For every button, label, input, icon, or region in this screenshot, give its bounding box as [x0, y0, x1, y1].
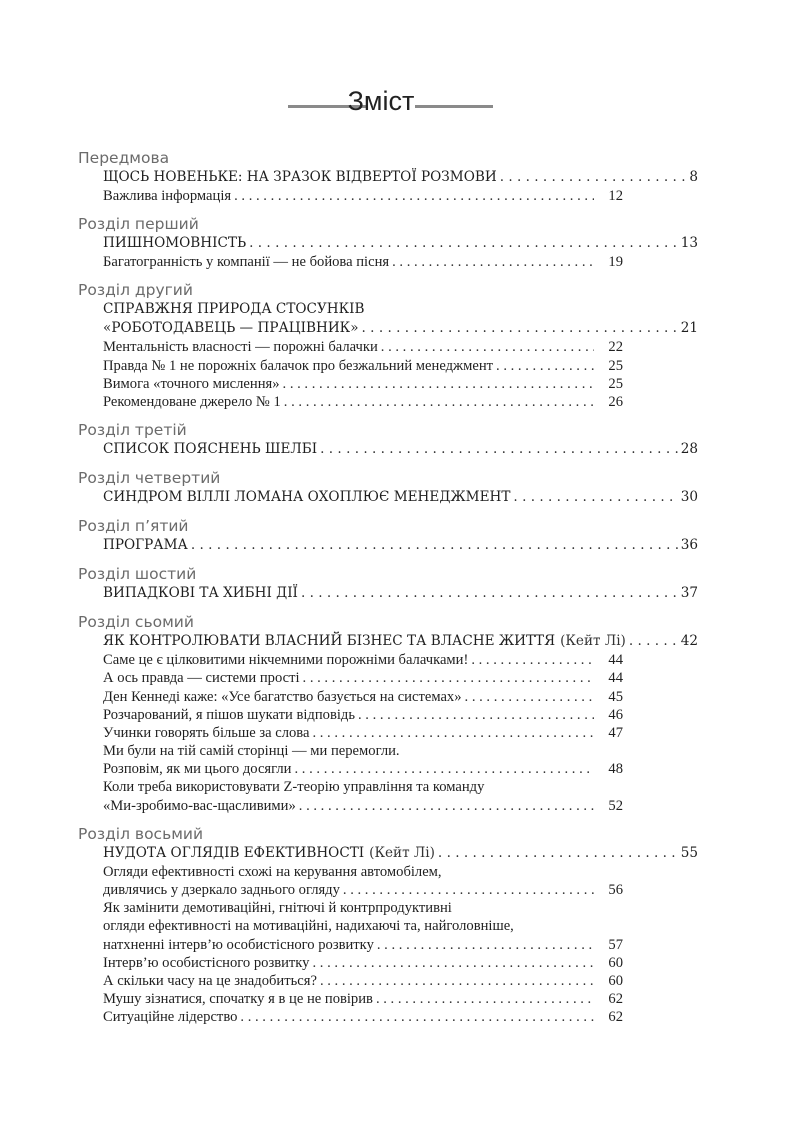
toc-section: [78, 612, 698, 815]
section-entries: [103, 632, 698, 815]
toc-section: [78, 420, 698, 459]
subsection-entry[interactable]: [103, 706, 623, 724]
page-number: 62: [608, 1009, 623, 1026]
subsection-entry[interactable]: [103, 187, 623, 205]
dot-leader: [191, 536, 678, 555]
page-number: 56: [608, 882, 623, 898]
entry-title: Інтерв’ю особистісного розвитку: [103, 954, 310, 971]
entry-title: ВИПАДКОВІ ТА ХИБНІ ДІЇ: [103, 585, 298, 602]
section-entries: [103, 300, 698, 411]
entry-title: Ситуаційне лідерство: [103, 1009, 238, 1026]
entry-title: Коли треба використовувати Z-теорію управління та команду: [103, 779, 485, 796]
toc-section: [78, 468, 698, 507]
entry-title: Огляди ефективності схожі на керування автомобілем,: [103, 863, 442, 880]
page-number: 60: [608, 972, 623, 989]
entry-title: ЩОСЬ НОВЕНЬКЕ: НА ЗРАЗОК ВІДВЕРТОЇ РОЗМОВИ: [103, 169, 497, 185]
section-label: Передмова: [78, 149, 170, 167]
dot-leader: [465, 688, 594, 706]
entry-title: А скільки часу на це знадобиться?: [103, 972, 317, 989]
entry-title: натхненні інтерв’ю особистісного розвитку: [103, 936, 374, 953]
subsection-entry[interactable]: [103, 338, 623, 356]
page-number: 44: [608, 670, 623, 687]
entry-title: Важлива інформація: [103, 188, 232, 204]
entry-title: Вимога «точного мислення»: [103, 375, 280, 392]
section-entries: [103, 440, 698, 459]
entry-title: Правда № 1 не порожніх балачок про безжальний менеджмент: [103, 357, 494, 374]
entry-title: Учинки говорять більше за слова: [103, 724, 310, 741]
dot-leader: [392, 253, 594, 271]
entry-title: огляди ефективності на мотиваційні, надихаючі та, найголовніше,: [103, 918, 514, 935]
chapter-entry[interactable]: [103, 536, 698, 555]
page-number: 42: [680, 633, 698, 650]
entry-title: ПИШНОМОВНІСТЬ: [103, 235, 247, 252]
dot-leader: [496, 357, 594, 375]
page-number: 62: [608, 991, 623, 1008]
title-rule-right: [415, 105, 493, 108]
entry-title: Багатогранність у компанії — не бойова пісня: [103, 254, 390, 271]
page-number: 47: [608, 724, 623, 741]
entry-title: Мушу зізнатися, спочатку я в це не повірив: [103, 991, 373, 1008]
toc-section: [78, 564, 698, 603]
toc-section: [78, 824, 698, 1027]
dot-leader: [362, 319, 678, 338]
page-number: 57: [608, 936, 623, 953]
subsection-entry[interactable]: [103, 990, 623, 1008]
page-number: 26: [608, 393, 623, 410]
dot-leader: [343, 881, 594, 899]
dot-leader: [438, 844, 678, 863]
page-number: 25: [608, 357, 623, 374]
subsection-entry[interactable]: [103, 881, 623, 899]
section-label: Розділ перший: [78, 215, 199, 234]
page-number: 36: [680, 537, 698, 554]
toc-section: [78, 280, 698, 411]
dot-leader: [320, 440, 678, 459]
section-label: Розділ сьомий: [78, 613, 194, 632]
toc-section: [78, 516, 698, 555]
entry-title: дивлячись у дзеркало заднього огляду: [103, 882, 340, 898]
dot-leader: [377, 936, 594, 954]
dot-leader: [376, 990, 594, 1008]
dot-leader: [500, 168, 687, 187]
chapter-entry[interactable]: [103, 168, 698, 187]
subsection-entry[interactable]: [103, 797, 623, 815]
dot-leader: [358, 706, 594, 724]
page-number: 30: [680, 489, 698, 506]
page-number: 37: [680, 585, 698, 602]
dot-leader: [312, 724, 594, 742]
entry-title: НУДОТА ОГЛЯДІВ ЕФЕКТИВНОСТІ: [103, 844, 365, 861]
entry-title: СПИСОК ПОЯСНЕНЬ ШЕЛБІ: [103, 441, 318, 458]
page-number: 21: [680, 320, 698, 337]
subsection-entry[interactable]: [103, 253, 623, 271]
page-number: 55: [680, 844, 698, 861]
chapter-entry[interactable]: [103, 440, 698, 459]
entry-title: Ми були на тій самій сторінці — ми перемогли.: [103, 743, 400, 760]
chapter-entry[interactable]: [103, 300, 698, 319]
section-entries: [103, 536, 698, 555]
dot-leader: [284, 393, 594, 411]
chapter-entry[interactable]: [103, 488, 698, 507]
subsection-entry[interactable]: [103, 899, 623, 917]
chapter-entry[interactable]: [103, 234, 698, 253]
section-label: Розділ п’ятий: [78, 517, 189, 536]
subsection-entry[interactable]: [103, 917, 623, 935]
page-number: 12: [608, 188, 623, 204]
entry-title: А ось правда — системи прості: [103, 670, 300, 687]
page-number: 45: [608, 688, 623, 705]
page-number: 22: [608, 339, 623, 356]
section-entries: [103, 168, 698, 205]
entry-title: «РОБОТОДАВЕЦЬ — ПРАЦІВНИК»: [103, 320, 359, 337]
entry-title: Саме це є цілковитими нікчемними порожніми балачками!: [103, 652, 469, 669]
page-number: 48: [608, 761, 623, 778]
dot-leader: [320, 972, 594, 990]
section-label: Розділ четвертий: [78, 469, 221, 488]
page-number: 60: [608, 954, 623, 971]
dot-leader: [234, 187, 594, 205]
subsection-entry[interactable]: [103, 936, 623, 954]
section-entries: [103, 234, 698, 271]
page-number: 52: [608, 797, 623, 814]
page-number: 19: [608, 254, 623, 271]
page-number: 44: [608, 652, 623, 669]
subsection-entry[interactable]: [103, 724, 623, 742]
subsection-entry[interactable]: [103, 760, 623, 778]
dot-leader: [301, 584, 678, 603]
section-label: Розділ третій: [78, 421, 187, 440]
subsection-entry[interactable]: [103, 393, 623, 411]
entry-title: Рекомендоване джерело № 1: [103, 393, 281, 410]
entry-title: ПРОГРАМА: [103, 537, 188, 554]
section-label: Розділ шостий: [78, 565, 197, 584]
entry-author: (Кейт Лі): [560, 633, 626, 650]
page-number: 46: [608, 706, 623, 723]
subsection-entry[interactable]: [103, 651, 623, 669]
entry-title: Ден Кеннеді каже: «Усе багатство базується на системах»: [103, 688, 462, 705]
title-row: [0, 80, 800, 130]
subsection-entry[interactable]: [103, 742, 623, 760]
dot-leader: [240, 1008, 594, 1026]
subsection-entry[interactable]: [103, 1008, 623, 1026]
subsection-entry[interactable]: [103, 863, 623, 881]
subsection-entry[interactable]: [103, 954, 623, 972]
section-entries: [103, 584, 698, 603]
section-entries: [103, 488, 698, 507]
section-label: Розділ восьмий: [78, 824, 204, 843]
chapter-entry[interactable]: [103, 584, 698, 603]
dot-leader: [249, 234, 678, 253]
table-of-contents: [78, 148, 698, 1036]
subsection-entry[interactable]: [103, 778, 623, 796]
subsection-entry[interactable]: [103, 688, 623, 706]
page-title: Зміст: [347, 86, 415, 116]
page-number: 13: [680, 235, 698, 252]
entry-title: «Ми-зробимо-вас-щасливими»: [103, 797, 296, 814]
page-number: 8: [689, 169, 698, 185]
toc-section: [78, 148, 698, 205]
chapter-entry[interactable]: [103, 319, 698, 338]
dot-leader: [283, 375, 594, 393]
chapter-entry[interactable]: [103, 632, 698, 651]
section-label: Розділ другий: [78, 281, 193, 300]
subsection-entry[interactable]: [103, 375, 623, 393]
subsection-entry[interactable]: [103, 972, 623, 990]
dot-leader: [471, 651, 594, 669]
dot-leader: [381, 338, 594, 356]
toc-section: [78, 214, 698, 271]
dot-leader: [295, 760, 595, 778]
entry-title: СИНДРОМ ВІЛЛІ ЛОМАНА ОХОПЛЮЄ МЕНЕДЖМЕНТ: [103, 489, 511, 506]
page-number: 28: [680, 441, 698, 458]
entry-title: Розповім, як ми цього досягли: [103, 761, 292, 778]
dot-leader: [513, 488, 677, 507]
subsection-entry[interactable]: [103, 669, 623, 687]
entry-title: Розчарований, я пішов шукати відповідь: [103, 706, 355, 723]
chapter-entry[interactable]: [103, 844, 698, 863]
entry-author: (Кейт Лі): [369, 844, 435, 861]
dot-leader: [312, 954, 594, 972]
section-entries: [103, 844, 698, 1027]
subsection-entry[interactable]: [103, 357, 623, 375]
entry-title: Ментальність власності — порожні балачки: [103, 339, 378, 356]
entry-title: СПРАВЖНЯ ПРИРОДА СТОСУНКІВ: [103, 301, 365, 318]
page-number: 25: [608, 375, 623, 392]
entry-title: ЯК КОНТРОЛЮВАТИ ВЛАСНИЙ БІЗНЕС ТА ВЛАСНЕ ЖИТТЯ: [103, 633, 556, 650]
dot-leader: [629, 632, 678, 651]
dot-leader: [299, 797, 594, 815]
entry-title: Як замінити демотиваційні, гнітючі й контрпродуктивні: [103, 900, 452, 917]
dot-leader: [303, 669, 594, 687]
